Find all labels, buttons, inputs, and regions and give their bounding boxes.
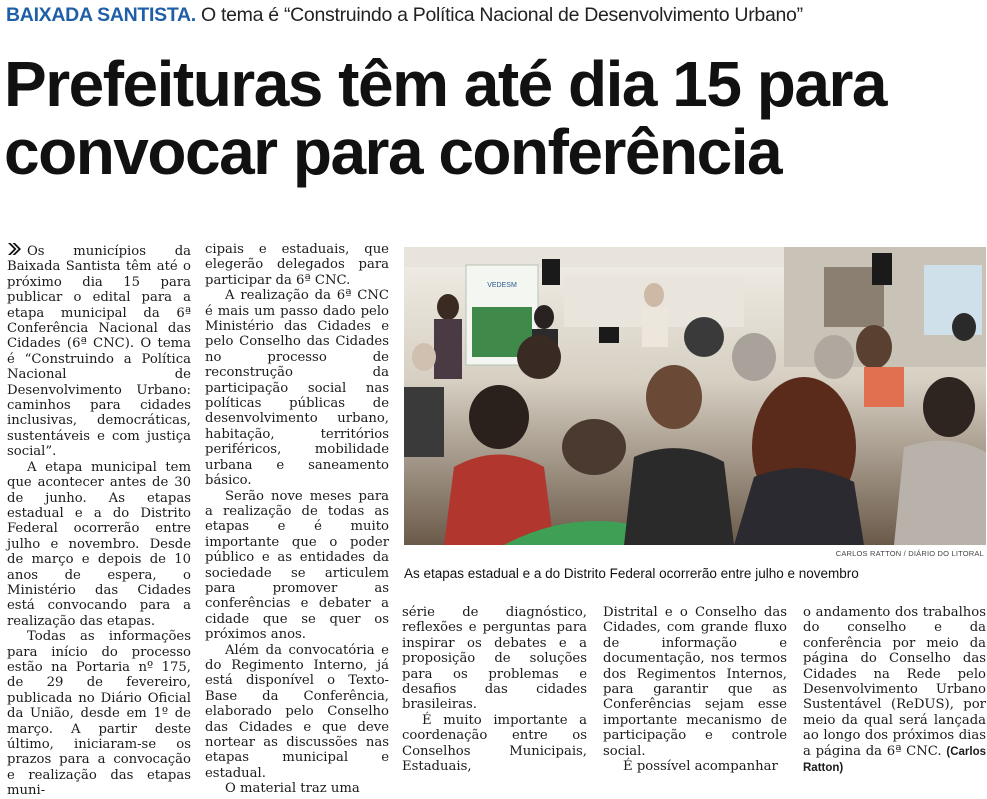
section-label: BAIXADA SANTISTA. (6, 4, 196, 26)
paragraph-text: o andamento dos trabalhos do conselho e da conferência por meio da página do Conselho das Cidades na Rede pelo Desenvolvimento Urbano Sustentável (ReDUS), por meio da qual será lançada ao longo dos próximos dias a página da 6ª CNC. (803, 605, 986, 759)
paragraph: É muito importante a coordenação entre os Conselhos Municipais, Estaduais, (402, 712, 587, 775)
kicker-text: O tema é “Construindo a Política Nacional de Desenvolvimento Urbano” (201, 4, 803, 26)
banner-text: VEDESM (487, 282, 517, 289)
paragraph: série de diagnóstico, reflexões e perguntas para inspirar os debates e a proposição de soluções para os problemas e desafios das cidades brasileiras. (402, 605, 587, 713)
kicker (6, 4, 803, 27)
paragraph (803, 605, 986, 776)
paragraph: É possível acompanhar (623, 759, 778, 775)
chevron-right-icon (7, 242, 21, 256)
paragraph: Todas as informações para início do processo estão na Portaria nº 175, de 29 de fevereiro, publicada no Diário Oficial da União, desde em 1º de março. A partir deste último, iniciaram-se os prazos para a convocação e realização das etapas muni- (7, 629, 191, 799)
article-column-2 (205, 242, 389, 797)
article-column-4 (603, 605, 787, 775)
paragraph: O material traz uma (225, 781, 360, 797)
article-column-5 (803, 605, 986, 775)
paragraph: cipais e estaduais, que elegerão delegados para participar da 6ª CNC. (205, 242, 389, 288)
paragraph: Serão nove meses para a realização de todas as etapas e é muito importante que o poder público e as entidades da sociedade se articulem para promover as conferências e debater a cidade que se quer os próximos anos. (205, 488, 389, 643)
paragraph: A realização da 6ª CNC é mais um passo dado pelo Ministério das Cidades e pelo Conselho das Cidades no processo de reconstrução da participação social nas políticas públicas de desenvolvimento urbano, habitação, territórios periféricos, mobilidade urbana e saneamento básico. (205, 288, 389, 489)
photo-caption: As etapas estadual e a do Distrito Federal ocorrerão entre julho e novembro (404, 566, 859, 581)
article-column-3 (402, 605, 587, 775)
paragraph: Além da convocatória e do Regimento Interno, já está disponível o Texto-Base da Conferência, elaborado pelo Conselho das Cidades e que deve nortear as discussões nas etapas municipal e estadual. (205, 642, 389, 781)
paragraph (7, 242, 191, 460)
article-photo (404, 247, 986, 545)
headline: Prefeituras têm até dia 15 para convocar para conferência (4, 48, 886, 188)
article-column-1 (7, 242, 191, 799)
photo-credit: CARLOS RATTON / DIÁRIO DO LITORAL (835, 549, 984, 558)
paragraph: Distrital e o Conselho das Cidades, com grande fluxo de informação e documentação, nos termos dos Regimentos Internos, para garantir que as Conferências sejam esse importante mecanismo de participação e controle social. (603, 605, 787, 759)
paragraph-text: Os municípios da Baixada Santista têm até o próximo dia 15 para publicar o edital para a etapa municipal da 6ª Conferência Nacional das Cidades (6ª CNC). O tema é “Construindo a Política Nacional de Desenvolvimento Urbano: caminhos para cidades inclusivas, democráticas, sustentáveis e com justiça social”. (7, 244, 191, 460)
byline: (Carlos Ratton) (803, 745, 986, 775)
paragraph: A etapa municipal tem que acontecer antes de 30 de junho. As etapas estadual e a do Distrito Federal ocorrerão entre julho e novembro. Desde de março e depois de 10 anos de espera, o Ministério das Cidades está convocando para a realização das etapas. (7, 459, 191, 629)
